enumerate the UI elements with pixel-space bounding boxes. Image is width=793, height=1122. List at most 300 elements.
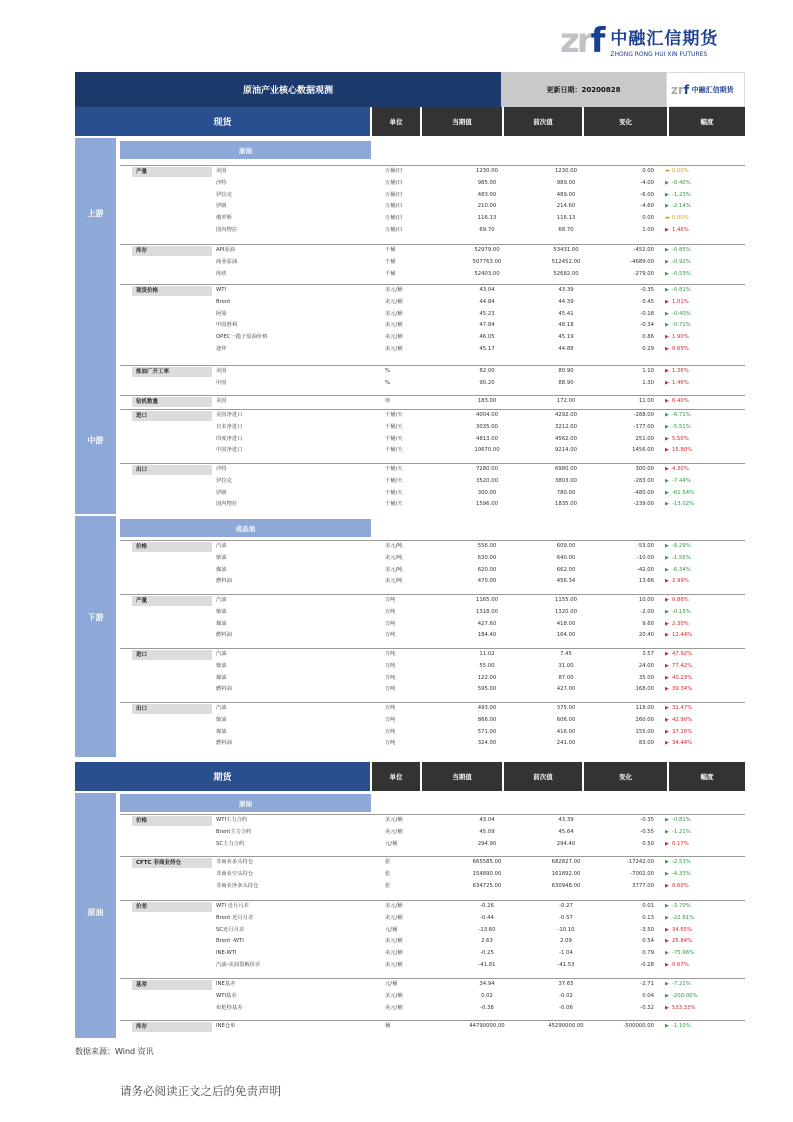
row-change: -6.00 bbox=[640, 191, 654, 198]
up-arrow-icon: ▶ bbox=[665, 686, 669, 693]
row-previous: 4292.00 bbox=[555, 412, 577, 418]
table-row bbox=[216, 257, 745, 269]
row-change: 0.13 bbox=[642, 914, 654, 921]
group-category: 产量 bbox=[132, 167, 212, 177]
row-change: -7002.00 bbox=[630, 870, 654, 877]
down-arrow-icon: ▶ bbox=[665, 258, 669, 265]
row-pct: 4.30% bbox=[672, 466, 689, 472]
row-pct: 34.44% bbox=[672, 740, 693, 747]
row-change: -288.00 bbox=[633, 412, 654, 418]
table-row bbox=[216, 553, 745, 565]
row-current: 571.00 bbox=[477, 728, 497, 735]
row-current: 43.04 bbox=[479, 287, 495, 293]
table-row bbox=[216, 727, 745, 739]
row-unit: 美元/桶 bbox=[385, 903, 403, 909]
table-row bbox=[216, 476, 745, 488]
row-change: 168.00 bbox=[635, 686, 654, 693]
table-row bbox=[216, 869, 745, 881]
row-previous: 6980.00 bbox=[555, 466, 577, 472]
row-pct: 31.47% bbox=[672, 705, 693, 711]
row-pct: -2.14% bbox=[672, 203, 691, 210]
row-pct: -22.81% bbox=[672, 914, 695, 921]
row-pct: -3.70% bbox=[672, 903, 691, 909]
table-row bbox=[216, 378, 745, 390]
stage-midstream: 中游 bbox=[87, 436, 104, 445]
down-arrow-icon: ▶ bbox=[665, 859, 669, 865]
row-pct: -1.10% bbox=[672, 1023, 691, 1029]
row-pct: 0.67% bbox=[672, 962, 689, 968]
table-row bbox=[216, 541, 745, 553]
stage-crude: 原油 bbox=[87, 908, 104, 917]
row-pct: 40.23% bbox=[672, 674, 693, 681]
stage-upstream: 上游 bbox=[87, 209, 104, 218]
table-row bbox=[216, 1003, 745, 1015]
row-name: 印度净进口 bbox=[216, 435, 243, 442]
row-change: -0.34 bbox=[640, 322, 654, 329]
row-current: 595.00 bbox=[477, 686, 497, 693]
row-previous: -0.06 bbox=[559, 1004, 573, 1011]
row-change: 251.00 bbox=[635, 435, 654, 442]
down-arrow-icon: ▶ bbox=[665, 270, 669, 277]
group-category: 产量 bbox=[132, 596, 212, 606]
row-previous: 31.00 bbox=[558, 662, 574, 669]
table-row bbox=[216, 673, 745, 685]
row-name: 非商业净多头持仓 bbox=[216, 882, 259, 889]
spot-section-title: 现货 bbox=[75, 107, 370, 136]
down-arrow-icon: ▶ bbox=[665, 247, 669, 253]
table-row bbox=[216, 309, 745, 321]
row-change: -480.00 bbox=[633, 489, 654, 496]
row-name: OPEC一揽子原油价格 bbox=[216, 334, 268, 341]
row-name: 伊朗 bbox=[216, 489, 227, 496]
row-unit: 美元/桶 bbox=[385, 298, 403, 305]
down-arrow-icon: ▶ bbox=[665, 950, 669, 957]
down-arrow-icon: ▶ bbox=[665, 992, 669, 999]
table-row bbox=[216, 881, 745, 893]
up-arrow-icon: ▶ bbox=[665, 398, 669, 404]
up-arrow-icon: ▶ bbox=[665, 651, 669, 657]
row-name: 柴油 bbox=[216, 554, 227, 561]
row-pct: 0.60% bbox=[672, 882, 689, 889]
row-name: Brent bbox=[216, 298, 231, 305]
logo-chinese-name: 中融汇信期货 bbox=[610, 29, 719, 49]
row-name: INE仓单 bbox=[216, 1023, 236, 1029]
group-category: CFTC 非商业持仓 bbox=[132, 858, 212, 868]
row-previous: 1320.00 bbox=[555, 608, 577, 615]
row-name: 美国 bbox=[216, 368, 227, 374]
row-unit: 千桶/天 bbox=[385, 435, 403, 442]
row-previous: 609.00 bbox=[556, 543, 576, 549]
row-current: 90.20 bbox=[479, 379, 495, 386]
row-current: 45.23 bbox=[479, 310, 495, 317]
row-pct: 0.17% bbox=[672, 840, 689, 847]
spot-stage-column bbox=[75, 138, 118, 757]
row-pct: 77.42% bbox=[672, 662, 693, 669]
row-previous: 7.45 bbox=[560, 651, 572, 657]
row-pct: -6.71% bbox=[672, 412, 691, 418]
down-arrow-icon: ▶ bbox=[665, 566, 669, 573]
row-change: -0.28 bbox=[640, 962, 654, 968]
table-row bbox=[216, 936, 745, 948]
col-change: 变化 bbox=[582, 107, 667, 136]
row-unit: 千桶/天 bbox=[385, 412, 403, 418]
down-arrow-icon: ▶ bbox=[665, 203, 669, 210]
row-unit: 万桶/日 bbox=[385, 203, 403, 210]
table-row bbox=[216, 738, 745, 750]
row-unit: 美元/桶 bbox=[385, 992, 403, 999]
row-name: 燃料油 bbox=[216, 686, 232, 693]
row-change: 1.30 bbox=[642, 379, 654, 386]
row-unit: 万吨 bbox=[385, 674, 396, 681]
table-row bbox=[216, 595, 745, 607]
row-previous: 512452.00 bbox=[551, 258, 581, 265]
futures-crude-subheader: 原油 bbox=[120, 794, 371, 812]
row-pct: 1.46% bbox=[672, 379, 689, 386]
row-unit: 千桶/天 bbox=[385, 501, 403, 508]
row-name: 中国净进口 bbox=[216, 447, 243, 454]
row-unit: 美元/桶 bbox=[385, 914, 403, 921]
row-name: 煤油 bbox=[216, 728, 227, 735]
row-change: -177.00 bbox=[633, 423, 654, 430]
row-previous: 52682.00 bbox=[553, 270, 579, 277]
row-current: 665585.00 bbox=[472, 859, 502, 865]
row-change: -4689.00 bbox=[630, 258, 654, 265]
row-current: -13.60 bbox=[478, 926, 496, 933]
row-name: 燃料油 bbox=[216, 578, 232, 585]
row-previous: 164.00 bbox=[556, 632, 576, 639]
row-unit: 美元/吨 bbox=[385, 554, 403, 561]
up-arrow-icon: ▶ bbox=[665, 882, 669, 889]
row-unit: 万吨 bbox=[385, 651, 396, 657]
row-change: -53.00 bbox=[636, 543, 654, 549]
spot-product-subheader: 成品油 bbox=[120, 519, 371, 537]
down-arrow-icon: ▶ bbox=[665, 322, 669, 329]
row-change: -17242.00 bbox=[626, 859, 654, 865]
row-change: 0.50 bbox=[642, 840, 654, 847]
table-row bbox=[216, 901, 745, 913]
row-previous: -10.10 bbox=[557, 926, 575, 933]
row-name: 汽油 bbox=[216, 543, 227, 549]
row-pct: -4.33% bbox=[672, 870, 691, 877]
row-previous: -0.27 bbox=[559, 903, 573, 909]
update-date: 更新日期：20200828 bbox=[501, 72, 666, 107]
row-previous: 294.40 bbox=[556, 840, 576, 847]
row-pct: -0.40% bbox=[672, 310, 691, 317]
logo-mark: zrf bbox=[560, 21, 603, 61]
row-previous: 48.18 bbox=[558, 322, 574, 329]
up-arrow-icon: ▶ bbox=[665, 435, 669, 442]
row-unit: 美元/桶 bbox=[385, 322, 403, 329]
up-arrow-icon: ▶ bbox=[665, 597, 669, 603]
row-previous: 43.39 bbox=[558, 287, 574, 293]
row-previous: 44.39 bbox=[558, 298, 574, 305]
row-name: 伊拉克 bbox=[216, 191, 232, 198]
row-previous: 88.90 bbox=[558, 379, 574, 386]
up-arrow-icon: ▶ bbox=[665, 298, 669, 305]
table-row bbox=[216, 839, 745, 851]
up-arrow-icon: ▶ bbox=[665, 379, 669, 386]
row-current: 52979.00 bbox=[474, 247, 500, 253]
up-arrow-icon: ▶ bbox=[665, 466, 669, 472]
row-current: 44790000.00 bbox=[469, 1023, 505, 1029]
row-change: -283.00 bbox=[633, 477, 654, 484]
row-previous: 43.39 bbox=[558, 817, 574, 823]
table-row bbox=[216, 213, 745, 225]
row-previous: 80.90 bbox=[558, 368, 574, 374]
row-previous: 45.19 bbox=[558, 334, 574, 341]
futures-section-title: 期货 bbox=[75, 762, 370, 791]
row-pct: -0.71% bbox=[672, 322, 691, 329]
row-previous: 4562.00 bbox=[555, 435, 577, 442]
row-change: -10.00 bbox=[636, 554, 654, 561]
row-current: 82.00 bbox=[479, 368, 495, 374]
table-row bbox=[216, 396, 745, 408]
table-row bbox=[216, 445, 745, 457]
row-unit: 美元/桶 bbox=[385, 310, 403, 317]
row-previous: 606.00 bbox=[556, 716, 576, 723]
row-name: 阿曼 bbox=[216, 310, 227, 317]
row-current: 866.00 bbox=[477, 716, 497, 723]
row-pct: 42.90% bbox=[672, 716, 693, 723]
row-unit: 美元/桶 bbox=[385, 828, 403, 835]
row-unit: 万吨 bbox=[385, 597, 396, 603]
row-change: -0.55 bbox=[640, 828, 654, 835]
row-previous: 3212.00 bbox=[555, 423, 577, 430]
row-current: 69.70 bbox=[479, 227, 495, 233]
row-change: 0.79 bbox=[642, 950, 654, 957]
down-arrow-icon: ▶ bbox=[665, 914, 669, 921]
row-name: 日本净进口 bbox=[216, 423, 243, 430]
table-row bbox=[216, 178, 745, 190]
row-unit: 美元/桶 bbox=[385, 287, 403, 293]
row-change: -4.60 bbox=[640, 203, 654, 210]
row-pct: -8.29% bbox=[672, 543, 691, 549]
flat-indicator-icon: ▬ bbox=[665, 168, 670, 174]
row-change: -500000.00 bbox=[623, 1023, 654, 1029]
title-bar bbox=[75, 72, 745, 107]
col-current: 当期值 bbox=[420, 107, 502, 136]
row-unit: 桶 bbox=[385, 1023, 391, 1029]
row-current: 1230.00 bbox=[476, 168, 498, 174]
row-unit: 万桶/日 bbox=[385, 168, 403, 174]
row-current: 507763.00 bbox=[472, 258, 502, 265]
up-arrow-icon: ▶ bbox=[665, 368, 669, 374]
row-previous: 418.00 bbox=[556, 620, 576, 627]
row-change: -42.00 bbox=[636, 566, 654, 573]
row-pct: -61.54% bbox=[672, 489, 695, 496]
row-name: 非商业多头持仓 bbox=[216, 859, 254, 865]
row-name: 布伦特基差 bbox=[216, 1004, 243, 1011]
row-pct: -0.81% bbox=[672, 817, 691, 823]
table-row bbox=[216, 201, 745, 213]
group-category: 库存 bbox=[132, 1022, 212, 1032]
row-current: 493.00 bbox=[477, 705, 497, 711]
col-previous: 前次值 bbox=[502, 107, 582, 136]
row-current: 427.60 bbox=[477, 620, 497, 627]
row-unit: 张 bbox=[385, 859, 391, 865]
col-unit: 单位 bbox=[370, 107, 420, 136]
row-pct: 0.00% bbox=[672, 215, 689, 222]
group-category: 进口 bbox=[132, 411, 212, 421]
row-name: 国内物拉 bbox=[216, 227, 238, 233]
down-arrow-icon: ▶ bbox=[665, 412, 669, 418]
row-name: 柴油 bbox=[216, 716, 227, 723]
row-pct: -6.34% bbox=[672, 566, 691, 573]
row-unit: 元/桶 bbox=[385, 840, 398, 847]
table-row bbox=[216, 499, 745, 511]
row-previous: 45.41 bbox=[558, 310, 574, 317]
table-row bbox=[216, 979, 745, 991]
row-name: 煤油 bbox=[216, 620, 227, 627]
row-pct: 2.30% bbox=[672, 620, 689, 627]
row-unit: 美元/吨 bbox=[385, 543, 403, 549]
row-current: 52403.00 bbox=[474, 270, 500, 277]
company-logo bbox=[560, 18, 750, 64]
row-pct: 1.01% bbox=[672, 298, 689, 305]
row-change: 20.40 bbox=[638, 632, 654, 639]
row-pct: 37.26% bbox=[672, 728, 693, 735]
row-name: 汽油-美油裂解价差 bbox=[216, 962, 261, 968]
table-row bbox=[216, 715, 745, 727]
spot-crude-subheader: 原油 bbox=[120, 141, 371, 159]
row-previous: 416.00 bbox=[556, 728, 576, 735]
row-name: WTI 近月月差 bbox=[216, 903, 249, 909]
down-arrow-icon: ▶ bbox=[665, 543, 669, 549]
disclaimer-footer: 请务必阅读正文之后的免责声明 bbox=[120, 1084, 281, 1098]
row-current: 116.13 bbox=[477, 215, 497, 222]
col-previous: 前次值 bbox=[502, 762, 582, 791]
row-pct: -200.00% bbox=[672, 992, 698, 999]
row-previous: 2.09 bbox=[560, 938, 572, 945]
group-category: 出口 bbox=[132, 465, 212, 475]
row-unit: 万吨 bbox=[385, 608, 396, 615]
row-pct: -1.21% bbox=[672, 828, 691, 835]
row-pct: -7.44% bbox=[672, 477, 691, 484]
row-change: 300.00 bbox=[635, 466, 654, 472]
row-pct: -1.56% bbox=[672, 554, 691, 561]
stage-downstream: 下游 bbox=[87, 613, 104, 622]
row-name: 煤油 bbox=[216, 566, 227, 573]
table-row bbox=[216, 565, 745, 577]
up-arrow-icon: ▶ bbox=[665, 705, 669, 711]
row-unit: 美元/桶 bbox=[385, 1004, 403, 1011]
row-current: -0.38 bbox=[480, 1004, 494, 1011]
row-current: 0.02 bbox=[481, 992, 493, 999]
row-unit: 万吨 bbox=[385, 662, 396, 669]
row-unit: 美元/吨 bbox=[385, 578, 403, 585]
table-row bbox=[216, 464, 745, 476]
row-current: 324.00 bbox=[477, 740, 497, 747]
row-current: 294.90 bbox=[477, 840, 497, 847]
row-previous: 3803.00 bbox=[555, 477, 577, 484]
row-name: 汽油 bbox=[216, 705, 227, 711]
row-previous: 780.00 bbox=[556, 489, 576, 496]
table-row bbox=[216, 925, 745, 937]
row-pct: -0.40% bbox=[672, 179, 691, 186]
table-row bbox=[216, 344, 745, 356]
up-arrow-icon: ▶ bbox=[665, 728, 669, 735]
row-pct: 6.40% bbox=[672, 398, 689, 404]
row-change: 0.86 bbox=[642, 334, 654, 341]
row-pct: -0.92% bbox=[672, 258, 691, 265]
table-row bbox=[216, 285, 745, 297]
row-change: 35.00 bbox=[638, 674, 654, 681]
down-arrow-icon: ▶ bbox=[665, 817, 669, 823]
row-current: 183.00 bbox=[477, 398, 497, 404]
row-unit: 美元/桶 bbox=[385, 334, 403, 341]
row-change: 0.29 bbox=[642, 346, 654, 352]
row-previous: 662.00 bbox=[556, 566, 576, 573]
table-row bbox=[216, 857, 745, 869]
row-name: 商业原油 bbox=[216, 258, 238, 265]
row-pct: 39.34% bbox=[672, 686, 693, 693]
row-current: 122.00 bbox=[477, 674, 497, 681]
row-previous: 161892.00 bbox=[551, 870, 581, 877]
table-row bbox=[216, 320, 745, 332]
row-pct: 533.33% bbox=[672, 1004, 696, 1011]
row-current: 620.00 bbox=[477, 566, 497, 573]
row-change: -279.00 bbox=[633, 270, 654, 277]
row-previous: 630948.00 bbox=[551, 882, 581, 889]
row-pct: 1.46% bbox=[672, 227, 689, 233]
row-current: -0.25 bbox=[480, 950, 494, 957]
row-current: 7280.00 bbox=[476, 466, 498, 472]
row-name: 沙特 bbox=[216, 179, 227, 186]
row-unit: 千桶/天 bbox=[385, 447, 403, 454]
row-unit: 元/桶 bbox=[385, 926, 398, 933]
row-name: SC主力合约 bbox=[216, 840, 245, 847]
row-name: WTI bbox=[216, 287, 227, 293]
row-pct: -0.81% bbox=[672, 287, 691, 293]
row-change: 10.00 bbox=[638, 597, 654, 603]
row-pct: -13.02% bbox=[672, 501, 695, 508]
row-current: 2.63 bbox=[481, 938, 493, 945]
row-name: WTI基差 bbox=[216, 992, 237, 999]
row-unit: 张 bbox=[385, 882, 391, 889]
row-change: 0.01 bbox=[642, 903, 654, 909]
row-change: -0.35 bbox=[640, 287, 654, 293]
row-current: 3520.00 bbox=[476, 477, 498, 484]
row-unit: 万桶/日 bbox=[385, 227, 403, 233]
row-pct: 12.44% bbox=[672, 632, 693, 639]
row-change: -0.35 bbox=[640, 817, 654, 823]
row-unit: 元/桶 bbox=[385, 981, 398, 987]
row-change: 0.04 bbox=[642, 992, 654, 999]
down-arrow-icon: ▶ bbox=[665, 287, 669, 293]
row-name: 美国 bbox=[216, 398, 227, 404]
row-previous: 640.00 bbox=[556, 554, 576, 561]
row-current: 4004.00 bbox=[476, 412, 498, 418]
row-current: 630.00 bbox=[477, 554, 497, 561]
row-unit: 美元/桶 bbox=[385, 817, 403, 823]
table-row bbox=[216, 630, 745, 642]
logo-english-name: ZHONG RONG HUI XIN FUTURES bbox=[610, 51, 708, 58]
row-current: 47.84 bbox=[479, 322, 495, 329]
row-name: 沙特 bbox=[216, 466, 227, 472]
futures-header-bar bbox=[75, 762, 745, 791]
up-arrow-icon: ▶ bbox=[665, 926, 669, 933]
table-row bbox=[216, 332, 745, 344]
row-unit: 美元/吨 bbox=[385, 566, 403, 573]
up-arrow-icon: ▶ bbox=[665, 716, 669, 723]
row-current: 43.04 bbox=[479, 817, 495, 823]
down-arrow-icon: ▶ bbox=[665, 310, 669, 317]
row-current: 634725.00 bbox=[472, 882, 502, 889]
row-previous: 53431.00 bbox=[553, 247, 579, 253]
row-name: 俄罗斯 bbox=[216, 215, 232, 222]
up-arrow-icon: ▶ bbox=[665, 938, 669, 945]
row-previous: 1230.00 bbox=[555, 168, 577, 174]
